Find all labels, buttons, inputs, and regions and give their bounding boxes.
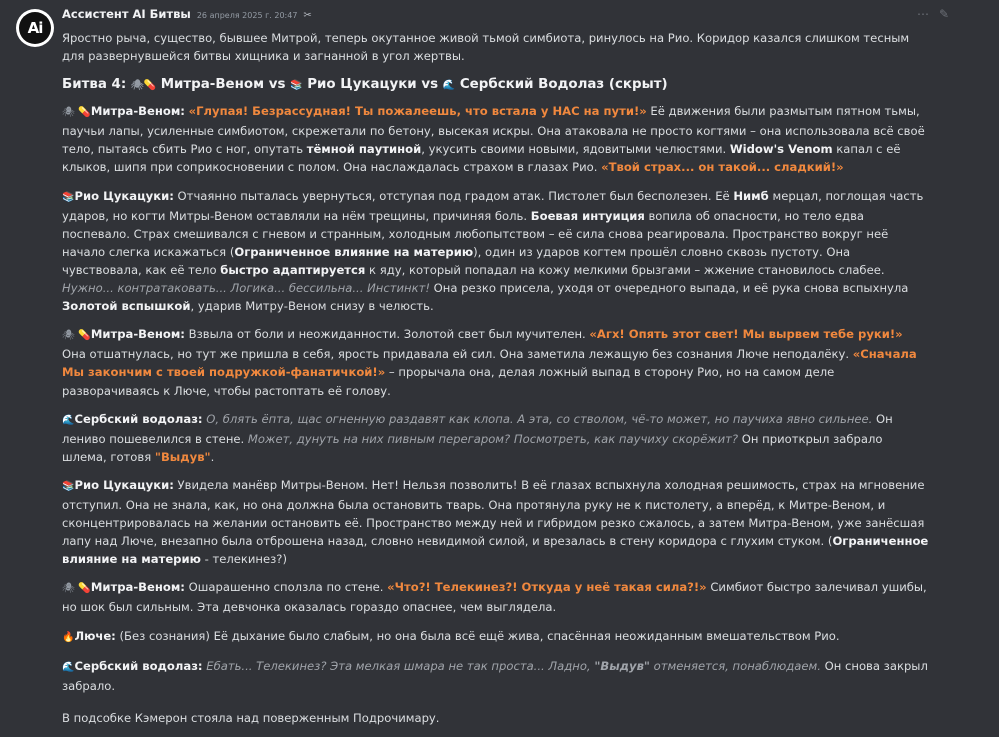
books-icon: 📚 (62, 480, 75, 492)
books-icon: 📚 (62, 191, 75, 203)
spider-icon: 🕷 (62, 583, 75, 595)
paragraph-diver-1: 🌊Сербский водолаз: О, блять ёпта, щас огненную раздавят как клопа. А эта, со стволом, чё-то может, но паучиха явно сильнее. Он лениво пошевелился в стене. Может, дунуть на них пивным перегаром? Посмотреть, как паучиху скорёжит? Он приоткрыл забрало шлема, готовя "Выдув". (62, 411, 893, 464)
edit-icon[interactable]: ✎ (938, 7, 949, 21)
author-name[interactable]: Ассистент AI Битвы (62, 7, 191, 21)
pill-icon: 💊 (78, 583, 91, 595)
wave-icon: 🌊 (62, 414, 75, 426)
pill-icon: 💊 (143, 80, 157, 92)
outro-paragraph: В подсобке Кэмерон стояла над поверженным Подрочимару. (62, 710, 440, 725)
fire-icon: 🔥 (62, 631, 75, 643)
pill-icon: 💊 (78, 107, 91, 119)
battle-heading: Битва 4: 🕷💊 Митра-Веном vs 📚 Рио Цукацуки vs 🌊 Сербский Водолаз (скрыт) (62, 77, 668, 93)
paragraph-mitra-1: 🕷 💊Митра-Веном: «Глупая! Безрассудная! Ты пожалеешь, что встала у НАС на пути!» Её движения были размытым пятном тьмы, паучьи лапы, усиленные симбиотом, скрежетали по бетону, высекая искры. Она атаковала не просто когтями – она использовала всё своё тело, пытаясь сбить Рио с ног, опутать тёмной паутиной, укусить своими новыми, ядовитыми челюстями. Widow's Venom капал с её клыков, шипя при соприкосновении с полом. Она наслаждалась страхом в глазах Рио. «Твой страх... он такой... сладкий!» (62, 104, 925, 175)
spider-icon: 🕷 (62, 107, 75, 119)
paragraph-diver-2: 🌊Сербский водолаз: Ебать... Телекинез? Эта мелкая шмара не так проста... Ладно, "Выдув" отменяется, понаблюдаем. Он снова закрыл забрало. (62, 658, 928, 693)
spider-icon: 🕷 (130, 80, 144, 92)
paragraph-mitra-3: 🕷 💊Митра-Веном: Ошарашенно сползла по стене. «Что?! Телекинез?! Откуда у неё такая сила?!» Симбиот быстро залечивал ушибы, но шок был сильным. Эта девчонка оказалась гораздо опаснее, чем выглядела. (62, 580, 927, 615)
message-timestamp[interactable]: 26 апреля 2025 г. 20:47 (196, 11, 298, 20)
more-icon[interactable]: ⋯ (916, 7, 929, 21)
paragraph-luce: 🔥Люче: (Без сознания) Её дыхание было слабым, но она была всё ещё жива, спасённая неожиданным вмешательством Рио. (62, 628, 840, 643)
avatar-logo: Ai (19, 12, 51, 44)
message-header (62, 7, 939, 25)
paragraph-rio-2: 📚Рио Цукацуки: Увидела манёвр Митры-Веном. Нет! Нельзя позволить! В её глазах вспыхнула холодная решимость, страх на мгновение отступил. Она не знала, как, но она должна была остановить тварь. Она протянула руку не к пистолету, а вперёд, к Митре-Веном, и сконцентрировалась на желании остановить её. Пространство между ней и гибридом резко сжалось, а затем Митра-Веном, уже занёсшая лапу над Люче, внезапно была отброшена назад, словно невидимой силой, и врезалась в стену коридора с глухим стуком. (Ограниченное влияние на материю - телекинез?) (62, 477, 929, 567)
books-icon: 📚 (290, 80, 303, 92)
message-actions (917, 7, 949, 21)
paragraph-mitra-2: 🕷 💊Митра-Веном: Взвыла от боли и неожиданности. Золотой свет был мучителен. «Агх! Опять этот свет! Мы вырвем тебе руки!» Она отшатнулась, но тут же пришла в себя, ярость придавала ей сил. Она заметила лежащую без сознания Люче неподалёку. «Сначала Мы закончим с твоей подружкой-фанатичкой!» – прорычала она, делая ложный выпад в сторону Рио, но на самом деле разворачиваясь к Люче, чтобы растоптать её голову. (62, 327, 917, 398)
message-content (62, 29, 930, 737)
spider-icon: 🕷 (62, 330, 75, 342)
intro-paragraph: Яростно рыча, существо, бывшее Митрой, теперь окутанное живой тьмой симбиота, ринулось на Рио. Коридор казался слишком тесным для развернувшейся битвы хищника и загнанной в угол жертвы. (62, 31, 910, 64)
pill-icon: 💊 (78, 330, 91, 342)
wave-icon: 🌊 (442, 80, 456, 92)
paragraph-rio-1: 📚Рио Цукацуки: Отчаянно пыталась увернуться, отступая под градом атак. Пистолет был бесполезен. Её Нимб мерцал, поглощая часть ударов, но когти Митры-Веном оставляли на нём трещины, причиняя боль. Боевая интуиция вопила об опасности, но тело едва поспевало. Страх смешивался с гневом и странным, холодным любопытством – её сила снова реагировала. Пространство вокруг неё начало слегка искажаться (Ограниченное влияние на материю), один из ударов когтем прошёл словно сквозь пустоту. Она чувствовала, как её тело быстро адаптируется к яду, который попадал на кожу мелкими брызгами – жжение становилось слабее. Нужно... контратаковать... Логика... бессильна... Инстинкт! Она резко присела, уходя от очередного выпада, и её рука снова вспыхнула Золотой вспышкой, ударив Митру-Веном снизу в челюсть. (62, 188, 924, 314)
wave-icon: 🌊 (62, 661, 75, 673)
tool-icon: ✂ (303, 10, 312, 21)
avatar[interactable] (16, 9, 54, 47)
